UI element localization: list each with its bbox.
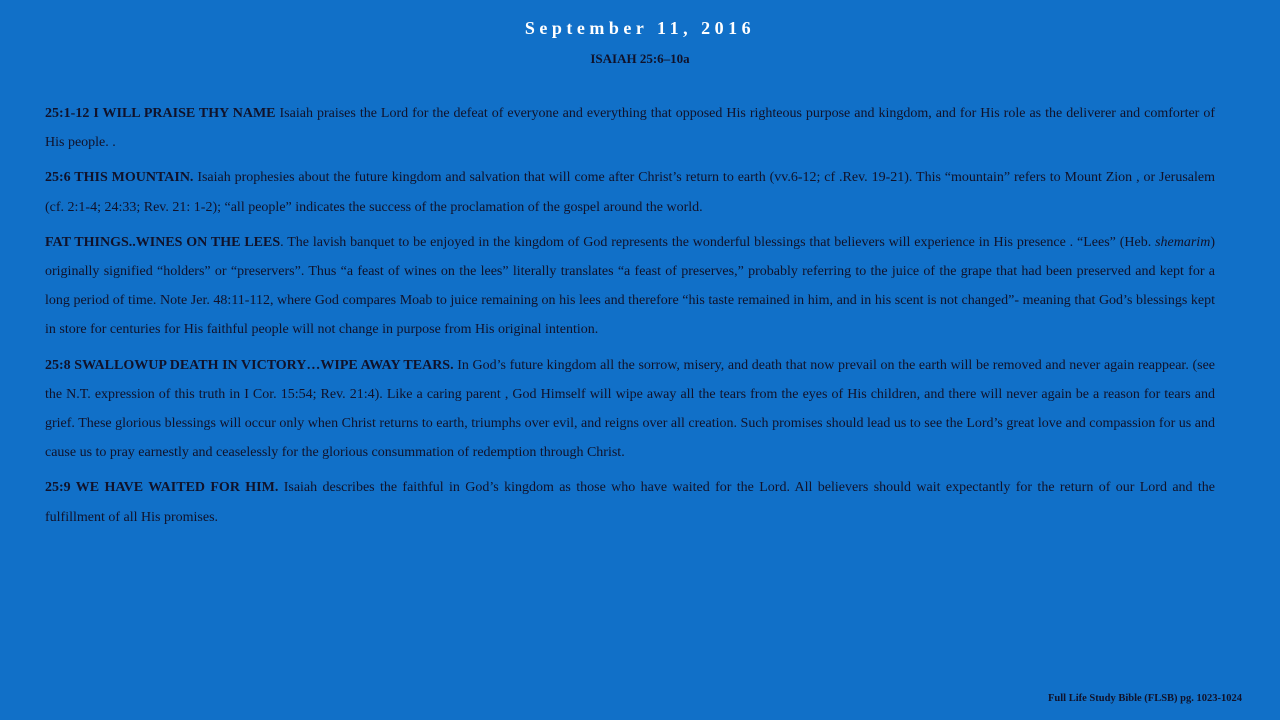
verse-commentary: In God’s future kingdom all the sorrow, misery, and death that now prevail on the earth will be removed and never again reappear. (see the N.T. expression of this truth in I Cor. 15:54; Rev. 21:4). Like a caring parent , God Himself will wipe away all the tears from the eyes of His children, and there will never again be a reason for tears and grief. These glorious blessings will occur only when Christ returns to earth, triumphs over evil, and reigns over all creation. Such promises should lead us to see the Lord’s great love and compassion for us and cause us to pray earnestly and ceaselessly for the glorious consummation of redemption through Christ. — [45, 357, 1215, 461]
source-citation: Full Life Study Bible (FLSB) pg. 1023-1024 — [1048, 693, 1242, 704]
verse-commentary-continued: ) originally signified “holders” or “preservers”. Thus “a feast of wines on the lees” literally translates “a feast of preserves,” probably referring to the juice of the grape that had been preserved and kept for a long period of time. Note Jer. 48:11-112, where God compares Moab to juice remaining on his lees and therefore “his taste remained in him, and in his scent is not changed”- meaning that God’s blessings kept in store for centuries for His faithful people will not change in purpose from His original intention. — [45, 234, 1215, 338]
verse-commentary: Isaiah describes the faithful in God’s kingdom as those who have waited for the Lord. All believers should wait expectantly for the return of our Lord and the fulfillment of all His promises. — [45, 480, 1215, 525]
verse-commentary: Isaiah praises the Lord for the defeat of everyone and everything that opposed His righteous purpose and kingdom, and for His role as the deliverer and comforter of His people. . — [45, 106, 1215, 151]
commentary-paragraph — [45, 473, 1215, 531]
commentary-body — [45, 99, 1215, 538]
verse-commentary: Isaiah prophesies about the future kingdom and salvation that will come after Christ’s return to earth (vv.6-12; cf .Rev. 19-21). This “mountain” refers to Mount Zion , or Jerusalem (cf. 2:1-4; 24:33; Rev. 21: 1-2); “all people” indicates the success of the proclamation of the gospel around the world. — [45, 170, 1215, 215]
hebrew-term: shemarim — [1155, 234, 1211, 250]
commentary-paragraph — [45, 351, 1215, 468]
verse-heading: 25:9 WE HAVE WAITED FOR HIM. — [45, 480, 279, 496]
verse-heading: 25:8 SWALLOWUP DEATH IN VICTORY…WIPE AWAY TEARS. — [45, 357, 454, 373]
verse-heading: FAT THINGS..WINES ON THE LEES — [45, 234, 281, 250]
commentary-paragraph — [45, 228, 1215, 345]
scripture-reference: ISAIAH 25:6–10a — [590, 51, 690, 66]
verse-heading: 25:6 THIS MOUNTAIN. — [45, 170, 194, 186]
verse-heading: 25:1-12 I WILL PRAISE THY NAME — [45, 106, 276, 121]
verse-commentary: . The lavish banquet to be enjoyed in the kingdom of God represents the wonderful blessings that believers will experience in His presence . “Lees” (Heb. — [280, 234, 1156, 250]
slide-date: September 11, 2016 — [524, 18, 756, 38]
commentary-paragraph — [45, 99, 1215, 157]
commentary-paragraph — [45, 163, 1215, 221]
